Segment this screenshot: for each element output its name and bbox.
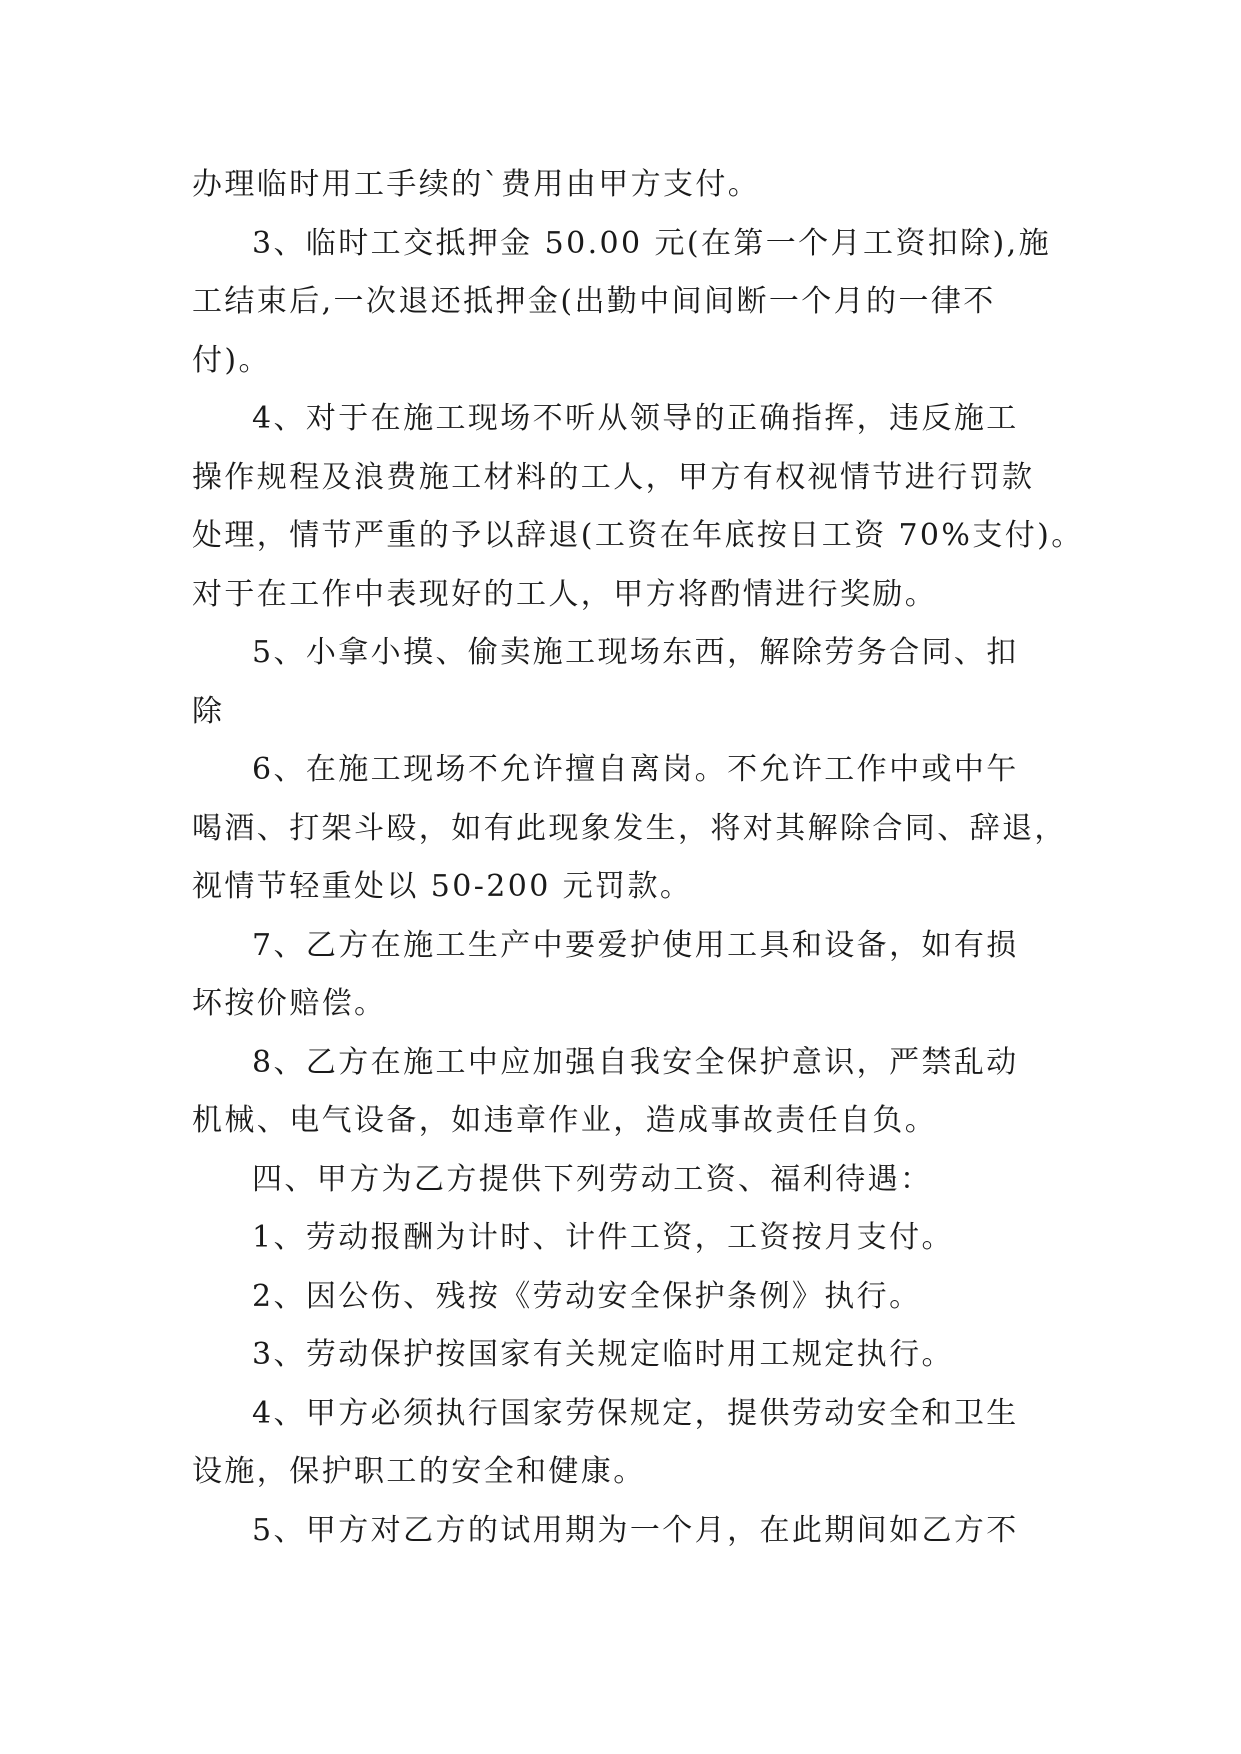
text-line: 6、在施工现场不允许擅自离岗。不允许工作中或中午 bbox=[252, 752, 1019, 787]
text-line: 3、临时工交抵押金 50.00 元(在第一个月工资扣除),施 bbox=[252, 225, 1051, 261]
text-line: 付)。 bbox=[192, 342, 271, 378]
text-line: 5、小拿小摸、偷卖施工现场东西，解除劳务合同、扣 bbox=[252, 635, 1019, 670]
text-line: 1、劳动报酬为计时、计件工资，工资按月支付。 bbox=[252, 1220, 954, 1255]
text-line: 坏按价赔偿。 bbox=[192, 986, 387, 1021]
text-line: 3、劳动保护按国家有关规定临时用工规定执行。 bbox=[252, 1337, 954, 1372]
text-line: 机械、电气设备，如违章作业，造成事故责任自负。 bbox=[192, 1103, 938, 1138]
text-line: 处理，情节严重的予以辞退(工资在年底按日工资 70%支付)。 bbox=[192, 518, 1084, 553]
text-line: 4、甲方必须执行国家劳保规定，提供劳动安全和卫生 bbox=[252, 1395, 1019, 1431]
text-line: 操作规程及浪费施工材料的工人，甲方有权视情节进行罚款 bbox=[192, 459, 1035, 495]
text-line: 喝酒、打架斗殴，如有此现象发生，将对其解除合同、辞退， bbox=[192, 810, 1067, 846]
text-line: 2、因公伤、残按《劳动安全保护条例》执行。 bbox=[252, 1278, 922, 1314]
text-line: 除 bbox=[192, 693, 225, 729]
text-line: 视情节轻重处以 50-200 元罚款。 bbox=[192, 869, 693, 904]
text-line: 设施，保护职工的安全和健康。 bbox=[192, 1454, 646, 1489]
text-line: 7、乙方在施工生产中要爱护使用工具和设备，如有损 bbox=[252, 927, 1019, 963]
text-line: 工结束后,一次退还抵押金(出勤中间间断一个月的一律不 bbox=[192, 284, 996, 319]
text-line: 对于在工作中表现好的工人，甲方将酌情进行奖励。 bbox=[192, 576, 938, 612]
text-line: 办理临时用工手续的`费用由甲方支付。 bbox=[192, 167, 761, 202]
text-line: 4、对于在施工现场不听从领导的正确指挥，违反施工 bbox=[252, 401, 1019, 436]
section-heading: 四、甲方为乙方提供下列劳动工资、福利待遇： bbox=[252, 1161, 933, 1197]
text-line: 5、甲方对乙方的试用期为一个月，在此期间如乙方不 bbox=[252, 1512, 1019, 1548]
text-line: 8、乙方在施工中应加强自我安全保护意识，严禁乱动 bbox=[252, 1044, 1019, 1080]
document-page bbox=[192, 156, 1084, 1560]
